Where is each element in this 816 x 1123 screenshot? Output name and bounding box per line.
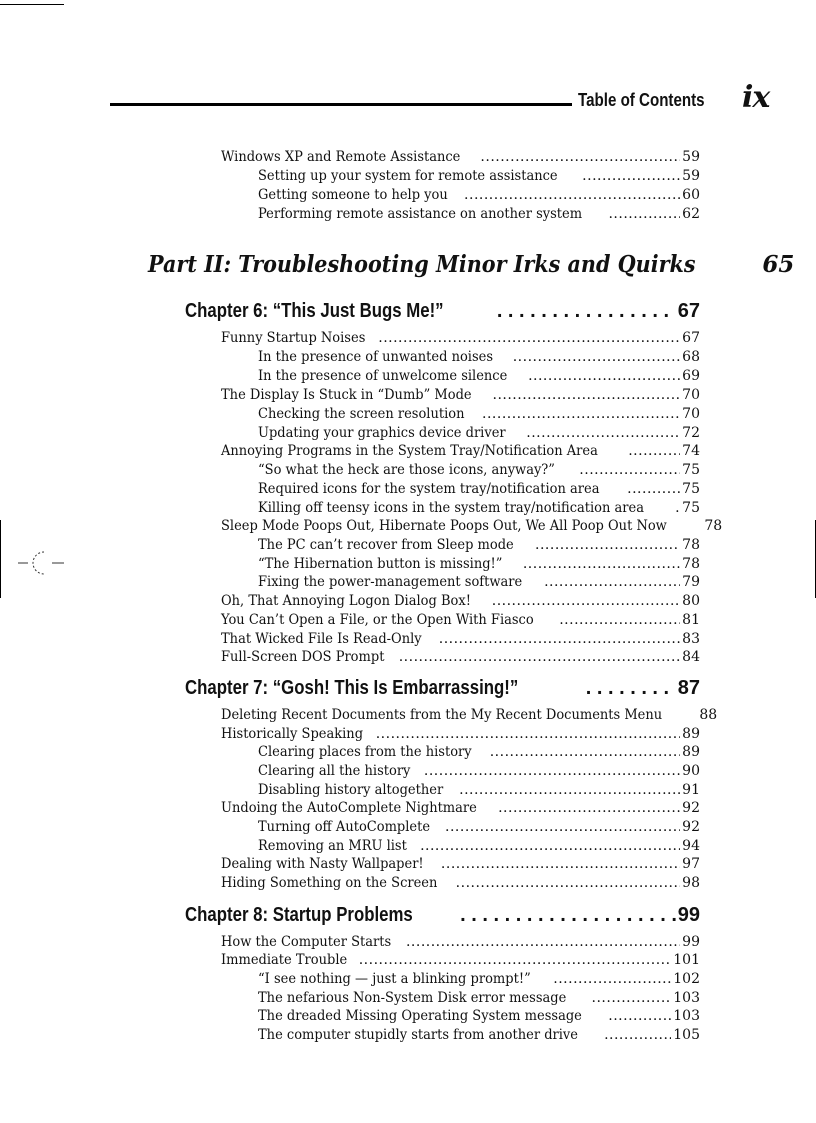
entry-page: 70: [682, 387, 700, 403]
chapter-heading[interactable]: [185, 903, 700, 927]
entry-title: Annoying Programs in the System Tray/Notification Area: [221, 443, 598, 459]
toc-subentry[interactable]: [258, 781, 700, 799]
toc-subentry[interactable]: [258, 573, 700, 591]
entry-page: 78: [682, 556, 700, 572]
entry-page: 59: [682, 149, 700, 165]
entry-page: 79: [682, 574, 700, 590]
chapter-page: 99: [677, 904, 700, 926]
entry-page: 78: [704, 518, 723, 534]
toc-subentry[interactable]: [258, 818, 700, 836]
entry-title: Sleep Mode Poops Out, Hibernate Poops Out, We All Poop Out Now: [221, 518, 667, 534]
dot-leader: [513, 348, 680, 366]
toc-entry[interactable]: [221, 442, 700, 460]
toc-subentry[interactable]: [258, 970, 700, 988]
toc-entry[interactable]: [221, 648, 700, 666]
entry-page: 74: [682, 443, 700, 459]
toc-entry[interactable]: [221, 933, 700, 951]
toc-subentry[interactable]: [258, 424, 700, 442]
toc-entry[interactable]: [221, 855, 700, 873]
entry-title: That Wicked File Is Read-Only: [221, 631, 422, 647]
entry-page: 102: [673, 971, 700, 987]
entry-page: 80: [682, 593, 700, 609]
dot-leader: [420, 837, 680, 855]
dot-leader: [460, 903, 676, 927]
dot-leader: [480, 148, 680, 166]
chapter-title: Chapter 6: “This Just Bugs Me!”: [185, 300, 444, 322]
toc-subentry[interactable]: [258, 186, 700, 204]
entry-title: “I see nothing — just a blinking prompt!”: [258, 971, 531, 987]
entry-title: “So what the heck are those icons, anyway?”: [258, 462, 555, 478]
entry-page: 78: [682, 537, 700, 553]
chapter-title: Chapter 7: “Gosh! This Is Embarrassing!”: [185, 677, 519, 699]
dot-leader: [608, 205, 680, 223]
dot-leader: [399, 648, 680, 666]
dot-leader: [492, 592, 680, 610]
dot-leader: [378, 329, 680, 347]
entry-title: Checking the screen resolution: [258, 406, 465, 422]
entry-title: Funny Startup Noises: [221, 330, 366, 346]
dot-leader: [459, 781, 680, 799]
chapter-page: 67: [677, 300, 700, 322]
entry-title: Dealing with Nasty Wallpaper!: [221, 856, 424, 872]
entry-page: 83: [682, 631, 700, 647]
entry-title: In the presence of unwelcome silence: [258, 368, 508, 384]
entry-page: 89: [682, 726, 700, 742]
toc-subentry[interactable]: [258, 1026, 700, 1044]
page-number: ix: [742, 80, 770, 115]
toc-subentry[interactable]: [258, 536, 700, 554]
margin-line-left: [0, 520, 1, 598]
entry-title: The Display Is Stuck in “Dumb” Mode: [221, 387, 472, 403]
toc-subentry[interactable]: [258, 555, 700, 573]
dot-leader: [482, 405, 680, 423]
entry-title: Oh, That Annoying Logon Dialog Box!: [221, 593, 471, 609]
part-heading[interactable]: [148, 250, 795, 280]
toc-entry[interactable]: [221, 799, 700, 817]
dot-leader: [456, 874, 681, 892]
toc-entry[interactable]: [221, 874, 700, 892]
entry-page: 81: [682, 612, 700, 628]
registration-mark-icon: [18, 548, 66, 578]
chapter-heading[interactable]: [185, 676, 700, 700]
entry-title: The nefarious Non-System Disk error message: [258, 990, 567, 1006]
toc-subentry[interactable]: [258, 167, 700, 185]
chapter-heading[interactable]: [185, 299, 700, 323]
dot-leader: [535, 536, 680, 554]
entry-title: Clearing places from the history: [258, 744, 472, 760]
entry-title: In the presence of unwanted noises: [258, 349, 494, 365]
entry-page: 60: [682, 187, 700, 203]
toc-subentry[interactable]: [258, 480, 700, 498]
toc-entry[interactable]: [221, 592, 700, 610]
dot-leader: [498, 799, 680, 817]
dot-leader: [464, 186, 680, 204]
entry-title: Updating your graphics device driver: [258, 425, 506, 441]
entry-page: 62: [682, 206, 700, 222]
entry-page: 99: [682, 934, 700, 950]
entry-title: Deleting Recent Documents from the My Recent Documents Menu: [221, 707, 663, 723]
entry-page: 103: [673, 990, 700, 1006]
dot-leader: [553, 970, 671, 988]
entry-title: Historically Speaking: [221, 726, 364, 742]
entry-title: The dreaded Missing Operating System message: [258, 1008, 582, 1024]
toc-subentry[interactable]: [258, 499, 700, 517]
dot-leader: [376, 725, 680, 743]
dot-leader: [586, 676, 676, 700]
dot-leader: [627, 480, 680, 498]
toc-subentry[interactable]: [258, 348, 700, 366]
chapter-page: 87: [677, 677, 700, 699]
toc-entry[interactable]: [221, 725, 700, 743]
part-title: Part II: Troubleshooting Minor Irks and Quirks: [148, 251, 696, 278]
entry-page: 89: [682, 744, 700, 760]
crop-mark: [0, 4, 64, 5]
entry-page: 101: [673, 952, 700, 968]
entry-page: 84: [682, 649, 700, 665]
toc-subentry[interactable]: [258, 1007, 700, 1025]
entry-title: Turning off AutoComplete: [258, 819, 431, 835]
entry-page: 59: [682, 168, 700, 184]
dot-leader: [608, 1007, 671, 1025]
dot-leader: [439, 630, 680, 648]
entry-page: 105: [673, 1027, 700, 1043]
part-page: 65: [762, 251, 795, 278]
entry-page: 75: [682, 462, 700, 478]
entry-page: 94: [682, 838, 700, 854]
dot-leader: [523, 555, 680, 573]
toc-subentry[interactable]: [258, 205, 700, 223]
toc-subentry[interactable]: [258, 461, 700, 479]
toc-subentry[interactable]: [258, 762, 700, 780]
toc-subentry[interactable]: [258, 367, 700, 385]
entry-title: Undoing the AutoComplete Nightmare: [221, 800, 477, 816]
dot-leader: [424, 762, 680, 780]
entry-page: 97: [682, 856, 700, 872]
entry-title: Removing an MRU list: [258, 838, 407, 854]
entry-title: Full-Screen DOS Prompt: [221, 649, 385, 665]
entry-page: 75: [682, 500, 700, 516]
entry-page: 88: [699, 707, 718, 723]
header-rule: [110, 103, 572, 106]
toc-subentry[interactable]: [258, 989, 700, 1007]
dot-leader: [493, 386, 681, 404]
chapter-title: Chapter 8: Startup Problems: [185, 904, 413, 926]
dot-leader: [579, 461, 680, 479]
entry-title: The PC can’t recover from Sleep mode: [258, 537, 514, 553]
dot-leader: [675, 499, 680, 517]
dot-leader: [604, 1026, 671, 1044]
entry-title: Immediate Trouble: [221, 952, 348, 968]
dot-leader: [582, 167, 680, 185]
entry-title: Hiding Something on the Screen: [221, 875, 438, 891]
dot-leader: [592, 989, 672, 1007]
toc-entry[interactable]: [221, 517, 723, 535]
toc-subentry[interactable]: [258, 405, 700, 423]
dot-leader: [359, 951, 672, 969]
dot-leader: [559, 611, 680, 629]
entry-title: You Can’t Open a File, or the Open With Fiasco: [221, 612, 534, 628]
entry-title: Fixing the power-management software: [258, 574, 523, 590]
entry-page: 92: [682, 819, 700, 835]
entry-title: Performing remote assistance on another system: [258, 206, 583, 222]
entry-title: Disabling history altogether: [258, 782, 444, 798]
entry-title: Getting someone to help you: [258, 187, 448, 203]
toc-entry[interactable]: [221, 630, 700, 648]
entry-title: How the Computer Starts: [221, 934, 392, 950]
entry-title: Windows XP and Remote Assistance: [221, 149, 461, 165]
entry-page: 103: [673, 1008, 700, 1024]
entry-page: 70: [682, 406, 700, 422]
toc-subentry[interactable]: [258, 837, 700, 855]
dot-leader: [628, 442, 680, 460]
entry-page: 67: [682, 330, 700, 346]
toc-entry[interactable]: [221, 148, 700, 166]
entry-title: Setting up your system for remote assistance: [258, 168, 558, 184]
dot-leader: [497, 299, 676, 323]
dot-leader: [526, 424, 680, 442]
toc-entry[interactable]: [221, 951, 700, 969]
toc-entry[interactable]: [221, 386, 700, 404]
entry-page: 90: [682, 763, 700, 779]
entry-page: 72: [682, 425, 700, 441]
entry-title: The computer stupidly starts from another drive: [258, 1027, 578, 1043]
dot-leader: [528, 367, 680, 385]
dot-leader: [544, 573, 680, 591]
toc-subentry[interactable]: [258, 743, 700, 761]
entry-title: Clearing all the history: [258, 763, 411, 779]
entry-page: 98: [682, 875, 700, 891]
toc-entry[interactable]: [221, 706, 718, 724]
dot-leader: [490, 743, 680, 761]
entry-page: 92: [682, 800, 700, 816]
entry-page: 68: [682, 349, 700, 365]
dot-leader: [445, 818, 680, 836]
entry-title: “The Hibernation button is missing!”: [258, 556, 503, 572]
entry-page: 91: [682, 782, 700, 798]
entry-title: Killing off teensy icons in the system tray/notification area: [258, 500, 645, 516]
dot-leader: [406, 933, 680, 951]
dot-leader: [441, 855, 680, 873]
running-header-title: Table of Contents: [578, 90, 705, 110]
entry-page: 69: [682, 368, 700, 384]
toc-entry[interactable]: [221, 611, 700, 629]
entry-page: 75: [682, 481, 700, 497]
toc-entry[interactable]: [221, 329, 700, 347]
entry-title: Required icons for the system tray/notification area: [258, 481, 600, 497]
